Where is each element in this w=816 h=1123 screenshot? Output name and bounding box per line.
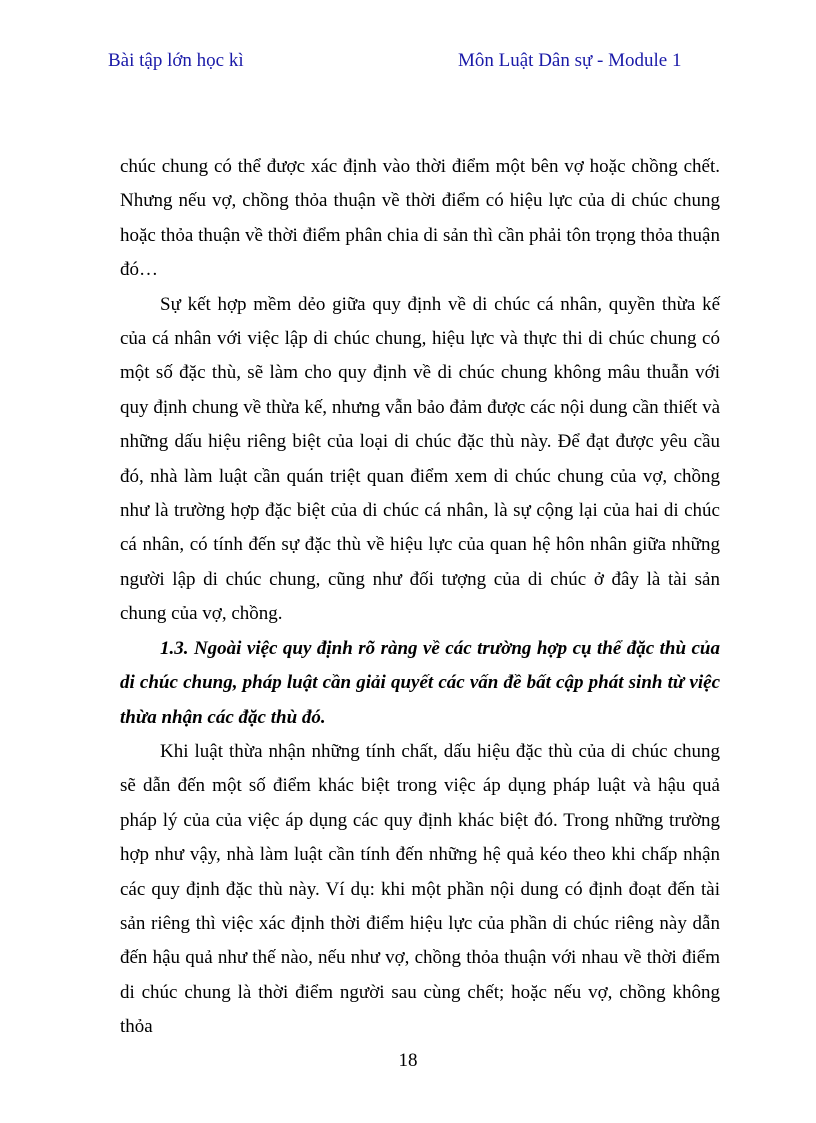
document-body <box>120 150 720 1045</box>
header-subject-title: Môn Luật Dân sự - Module 1 <box>458 50 682 71</box>
paragraph: Khi luật thừa nhận những tính chất, dấu hiệu đặc thù của di chúc chung sẽ dẫn đến một số điểm khác biệt trong việc áp dụng pháp luật và hậu quả pháp lý của của việc áp dụng các quy định khác biệt đó. Trong những trường hợp như vậy, nhà làm luật cần tính đến những hệ quả kéo theo khi chấp nhận các quy định đặc thù này. Ví dụ: khi một phần nội dung có định đoạt đến tài sản riêng thì việc xác định thời điểm hiệu lực của phần di chúc riêng này dẫn đến hậu quả như thế nào, nếu như vợ, chồng thỏa thuận với nhau về thời điểm di chúc chung là thời điểm người sau cùng chết; hoặc nếu vợ, chồng không thỏa <box>120 740 720 1038</box>
paragraph: Sự kết hợp mềm dẻo giữa quy định về di chúc cá nhân, quyền thừa kế của cá nhân với việc lập di chúc chung, hiệu lực và thực thi di chúc chung có một số đặc thù, sẽ làm cho quy định về di chúc chung không mâu thuẫn với quy định chung về thừa kế, nhưng vẫn bảo đảm được các nội dung cần thiết và những dấu hiệu riêng biệt của loại di chúc đặc thù này. Để đạt được yêu cầu đó, nhà làm luật cần quán triệt quan điểm xem di chúc chung của vợ, chồng như là trường hợp đặc biệt của di chúc cá nhân, là sự cộng lại của hai di chúc cá nhân, có tính đến sự đặc thù về hiệu lực của quan hệ hôn nhân giữa những người lập di chúc chung, cũng như đối tượng của di chúc ở đây là tài sản chung của vợ, chồng. <box>120 293 720 625</box>
page-number: 18 <box>398 1050 418 1071</box>
page-header <box>108 50 720 78</box>
header-course-title: Bài tập lớn học kì <box>108 50 244 71</box>
section-heading: 1.3. Ngoài việc quy định rõ ràng về các trường hợp cụ thể đặc thù của di chúc chung, pháp luật cần giải quyết các vấn đề bất cập phát sinh từ việc thừa nhận các đặc thù đó. <box>120 637 720 728</box>
paragraph-continuation: chúc chung có thể được xác định vào thời điểm một bên vợ hoặc chồng chết. Nhưng nếu vợ, chồng thỏa thuận về thời điểm có hiệu lực của di chúc chung hoặc thỏa thuận về thời điểm phân chia di sản thì cần phải tôn trọng thỏa thuận đó… <box>120 156 720 281</box>
